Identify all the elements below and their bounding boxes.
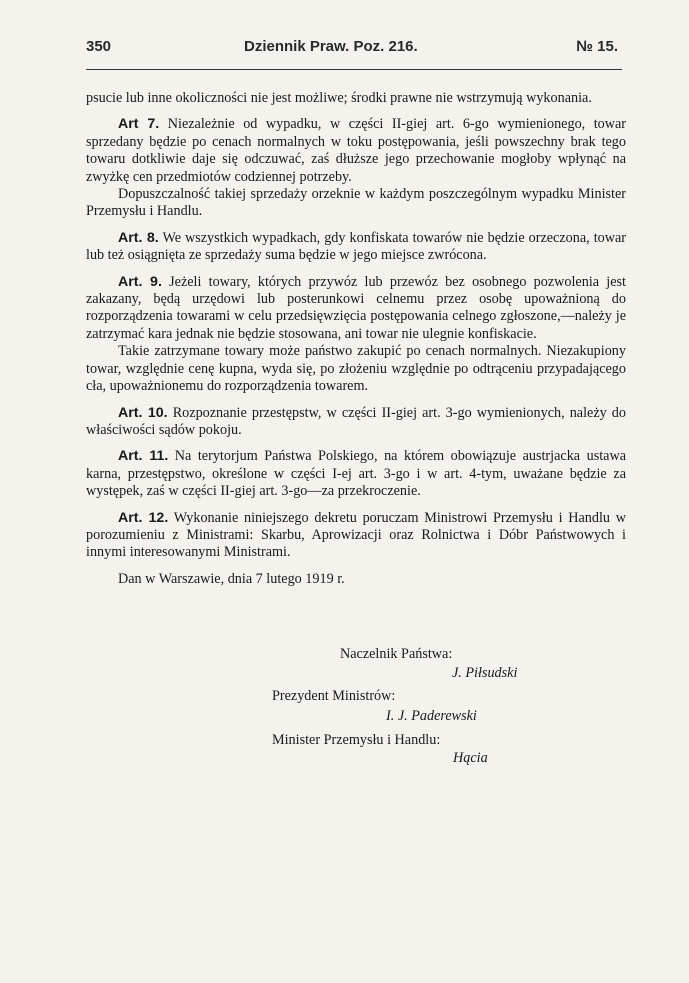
issue-number: № 15. xyxy=(576,38,618,55)
article-10-text: Rozpoznanie przestępstw, w części II-giej art. 3-go wymienionych, należy do właściwości sądów pokoju. xyxy=(86,404,626,438)
article-10 xyxy=(86,405,626,440)
page-number: 350 xyxy=(86,38,112,55)
article-11-label: Art. 11. xyxy=(118,448,169,465)
signature-name-minister: Hącia xyxy=(453,750,488,766)
article-10-label: Art. 10. xyxy=(118,404,168,421)
signature-name-pilsudski: J. Piłsudski xyxy=(452,665,518,681)
signature-title-prime-minister: Prezydent Ministrów: xyxy=(272,688,396,704)
article-9-text: Jeżeli towary, których przywóz lub przewóz bez osobnego pozwolenia jest zakazany, będą urzędowi lub posterunkowi celnemu przez osobę upoważnioną do rozporządzenia towarami w celu przedsięwzięcia postępowania celnego zgłoszone,—należy je zatrzymać kara jednak nie będzie stosowana, ani towar nie ulegnie konfiskacie. xyxy=(86,273,626,342)
signature-name-paderewski: I. J. Paderewski xyxy=(386,708,477,724)
journal-title: Dziennik Praw. Poz. 216. xyxy=(244,38,418,55)
article-9 xyxy=(86,274,626,344)
paragraph-continued: psucie lub inne okoliczności nie jest możliwe; środki prawne nie wstrzymują wykonania. xyxy=(86,90,592,106)
article-11-text: Na terytorjum Państwa Polskiego, na którem obowiązuje austrjacka ustawa karna, przestępstwo, określone w części I-ej art. 3-go i w art. 4-tym, uważane będzie za występek, zaś w części II-giej art. 3-go—za przekroczenie. xyxy=(86,448,626,500)
article-8 xyxy=(86,230,626,265)
page-header xyxy=(86,38,618,60)
article-12-label: Art. 12. xyxy=(118,509,169,526)
article-7 xyxy=(86,116,626,186)
document-body xyxy=(86,90,626,588)
article-11 xyxy=(86,448,626,500)
signature-title-minister: Minister Przemysłu i Handlu: xyxy=(272,732,441,748)
article-8-label: Art. 8. xyxy=(118,229,159,246)
article-7-label: Art 7. xyxy=(118,116,160,133)
article-7-text: Niezależnie od wypadku, w części II-giej art. 6-go wymienionego, towar sprzedany będzie po cenach normalnych w toku postępowania, jeśli powszechny brak tego towaru dotkliwie daje się odczuwać, zaś dłuższe jego przechowanie mogłoby wpłynąć na zwyżkę cen przedmiotów codziennej potrzeby. xyxy=(86,116,627,185)
article-9-paragraph-2: Takie zatrzymane towary może państwo zakupić po cenach normalnych. Niezakupiony towar, względnie cenę kupna, wyda się, po złożeniu względnie po odtrąceniu przypadającego cła, upoważnionemu do rozporządzenia towarem. xyxy=(86,343,626,395)
signature-title-head-of-state: Naczelnik Państwa: xyxy=(340,646,453,662)
article-7-paragraph-2: Dopuszczalność takiej sprzedaży orzeknie w każdym poszczególnym wypadku Minister Przemysłu i Handlu. xyxy=(86,186,626,220)
article-9-label: Art. 9. xyxy=(118,273,162,290)
header-rule xyxy=(86,69,622,70)
article-12 xyxy=(86,510,626,562)
article-8-text: We wszystkich wypadkach, gdy konfiskata towarów nie będzie orzeczona, towar lub też osiągnięta ze sprzedaży suma będzie w jego miejsce zwrócona. xyxy=(86,229,626,264)
article-12-text: Wykonanie niniejszego dekretu poruczam Ministrowi Przemysłu i Handlu w porozumieniu z Ministrami: Skarbu, Aprowizacji oraz Rolnictwa i Dóbr Państwowych i innymi interesowanymi Ministrami. xyxy=(86,509,626,561)
issue-date: Dan w Warszawie, dnia 7 lutego 1919 r. xyxy=(118,570,345,587)
